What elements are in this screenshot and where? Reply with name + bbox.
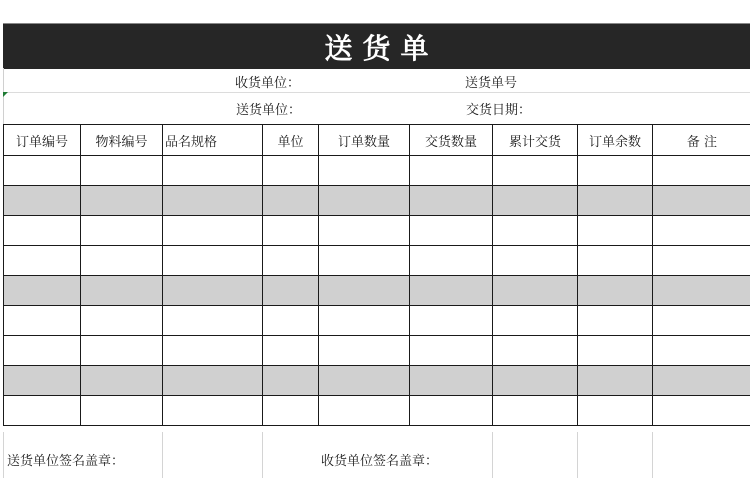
gridline — [652, 432, 653, 478]
document-title: 送货单 — [324, 31, 439, 65]
info-row-receiver — [3, 69, 750, 93]
table-cell[interactable] — [410, 186, 493, 216]
receiver-signature-label: 收货单位签名盖章： — [321, 454, 439, 469]
table-cell[interactable] — [653, 336, 750, 366]
col-header-delivery-qty[interactable]: 交货数量 — [410, 125, 493, 156]
table-cell[interactable] — [319, 216, 410, 246]
table-cell[interactable] — [653, 306, 750, 336]
table-cell[interactable] — [493, 216, 578, 246]
table-row — [4, 156, 750, 186]
table-cell[interactable] — [263, 216, 319, 246]
table-cell[interactable] — [410, 216, 493, 246]
table-cell[interactable] — [4, 186, 81, 216]
table-cell[interactable] — [81, 246, 163, 276]
table-cell[interactable] — [4, 366, 81, 396]
table-cell[interactable] — [319, 156, 410, 186]
table-cell[interactable] — [493, 246, 578, 276]
table-cell[interactable] — [578, 156, 653, 186]
table-cell[interactable] — [653, 246, 750, 276]
table-cell[interactable] — [578, 216, 653, 246]
table-cell[interactable] — [653, 216, 750, 246]
table-row — [4, 396, 750, 426]
table-row — [4, 216, 750, 246]
table-cell[interactable] — [163, 276, 263, 306]
table-cell[interactable] — [319, 276, 410, 306]
title-bar — [3, 23, 750, 69]
table-cell[interactable] — [410, 246, 493, 276]
table-cell[interactable] — [410, 276, 493, 306]
table-cell[interactable] — [578, 246, 653, 276]
table-cell[interactable] — [578, 336, 653, 366]
table-cell[interactable] — [263, 396, 319, 426]
table-cell[interactable] — [81, 186, 163, 216]
table-cell[interactable] — [410, 396, 493, 426]
info-row-sender — [3, 93, 750, 123]
table-cell[interactable] — [81, 396, 163, 426]
table-cell[interactable] — [493, 156, 578, 186]
col-header-order-no[interactable]: 订单编号 — [4, 125, 81, 156]
table-cell[interactable] — [653, 186, 750, 216]
table-cell[interactable] — [263, 276, 319, 306]
delivery-date-label: 交货日期： — [466, 103, 532, 118]
table-cell[interactable] — [578, 276, 653, 306]
table-cell[interactable] — [163, 156, 263, 186]
table-cell[interactable] — [4, 276, 81, 306]
table-cell[interactable] — [578, 186, 653, 216]
table-cell[interactable] — [263, 156, 319, 186]
table-row — [4, 186, 750, 216]
table-cell[interactable] — [319, 186, 410, 216]
sender-signature-label: 送货单位签名盖章： — [7, 454, 125, 469]
table-cell[interactable] — [163, 306, 263, 336]
table-cell[interactable] — [493, 186, 578, 216]
table-cell[interactable] — [653, 396, 750, 426]
gridline — [577, 432, 578, 478]
gridline — [492, 432, 493, 478]
table-row — [4, 336, 750, 366]
table-cell[interactable] — [163, 246, 263, 276]
table-cell[interactable] — [319, 306, 410, 336]
table-cell[interactable] — [263, 366, 319, 396]
table-cell[interactable] — [410, 366, 493, 396]
col-header-cumulative[interactable]: 累计交货 — [493, 125, 578, 156]
table-cell[interactable] — [263, 246, 319, 276]
table-cell[interactable] — [81, 306, 163, 336]
delivery-items-table — [3, 124, 750, 426]
table-cell[interactable] — [578, 366, 653, 396]
sender-label: 送货单位： — [236, 103, 302, 118]
gridline — [162, 432, 163, 478]
signature-footer — [3, 432, 750, 490]
delivery-no-label: 送货单号 — [465, 76, 518, 91]
table-cell[interactable] — [163, 336, 263, 366]
table-row — [4, 246, 750, 276]
col-header-material-no[interactable]: 物料编号 — [81, 125, 163, 156]
table-cell[interactable] — [81, 216, 163, 246]
table-cell[interactable] — [4, 306, 81, 336]
table-cell[interactable] — [493, 366, 578, 396]
table-cell[interactable] — [578, 306, 653, 336]
table-cell[interactable] — [4, 156, 81, 186]
table-cell[interactable] — [4, 216, 81, 246]
table-cell[interactable] — [163, 186, 263, 216]
table-cell[interactable] — [653, 366, 750, 396]
table-row — [4, 306, 750, 336]
table-cell[interactable] — [81, 156, 163, 186]
table-cell[interactable] — [319, 336, 410, 366]
table-cell[interactable] — [410, 156, 493, 186]
table-cell[interactable] — [319, 366, 410, 396]
table-cell[interactable] — [653, 156, 750, 186]
table-cell[interactable] — [493, 276, 578, 306]
table-cell[interactable] — [263, 306, 319, 336]
table-cell[interactable] — [410, 336, 493, 366]
table-cell[interactable] — [4, 246, 81, 276]
table-cell[interactable] — [319, 396, 410, 426]
table-cell[interactable] — [81, 336, 163, 366]
receiver-label: 收货单位： — [235, 76, 301, 91]
cell-comment-marker-icon — [3, 92, 8, 97]
table-cell[interactable] — [163, 396, 263, 426]
table-cell[interactable] — [4, 336, 81, 366]
table-cell[interactable] — [493, 396, 578, 426]
col-header-unit[interactable]: 单位 — [263, 125, 319, 156]
table-cell[interactable] — [81, 366, 163, 396]
col-header-remaining[interactable]: 订单余数 — [578, 125, 653, 156]
table-cell[interactable] — [263, 336, 319, 366]
col-header-order-qty[interactable]: 订单数量 — [319, 125, 410, 156]
table-cell[interactable] — [163, 366, 263, 396]
gridline — [262, 432, 263, 478]
table-cell[interactable] — [578, 396, 653, 426]
table-cell[interactable] — [410, 306, 493, 336]
table-header-row — [4, 125, 750, 156]
table-cell[interactable] — [319, 246, 410, 276]
table-cell[interactable] — [81, 276, 163, 306]
table-cell[interactable] — [163, 216, 263, 246]
table-cell[interactable] — [653, 276, 750, 306]
table-cell[interactable] — [263, 186, 319, 216]
table-row — [4, 366, 750, 396]
col-header-remarks[interactable]: 备 注 — [653, 125, 750, 156]
table-row — [4, 276, 750, 306]
table-cell[interactable] — [493, 336, 578, 366]
table-cell[interactable] — [4, 396, 81, 426]
table-cell[interactable] — [493, 306, 578, 336]
gridline — [3, 432, 4, 478]
col-header-spec[interactable]: 品名规格 — [163, 125, 263, 156]
